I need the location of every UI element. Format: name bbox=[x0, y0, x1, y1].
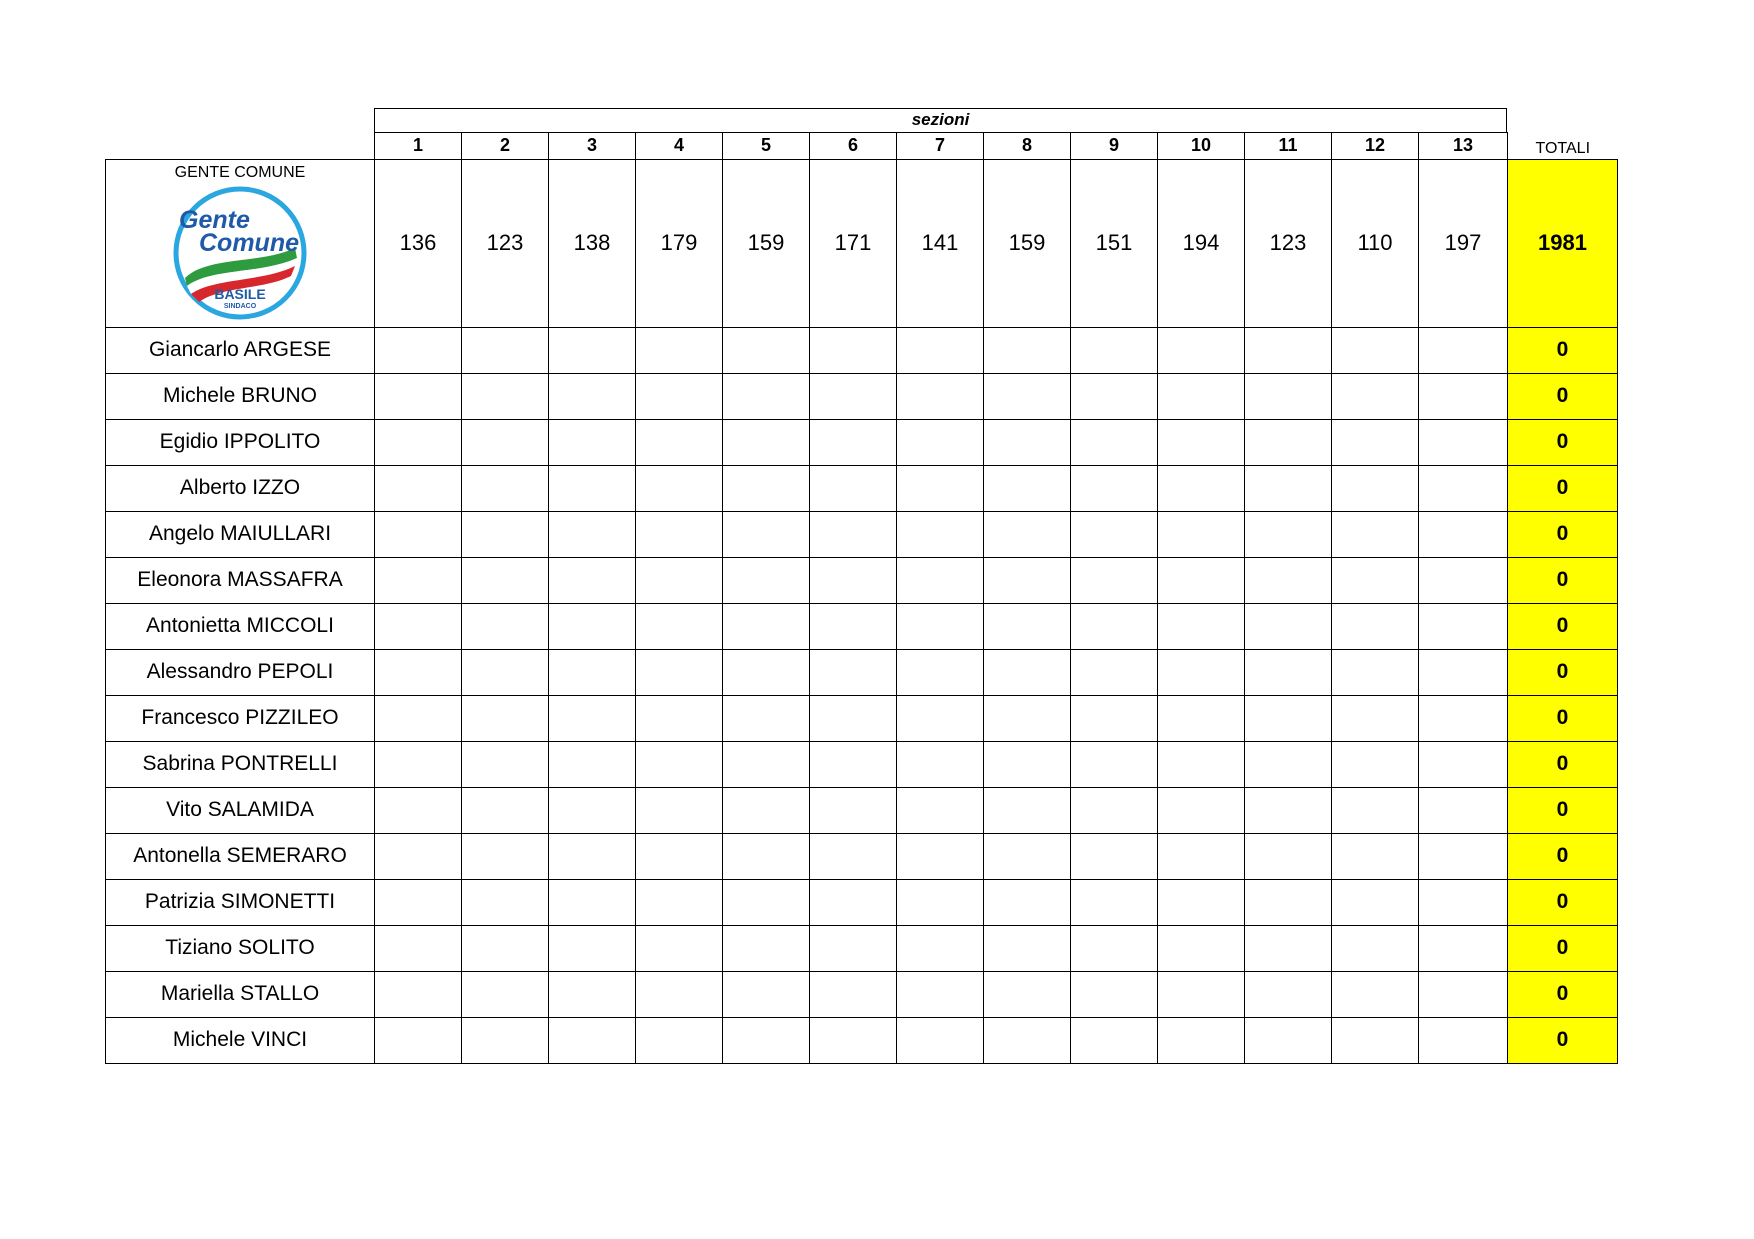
candidate-vote-cell bbox=[1158, 511, 1245, 557]
candidate-vote-cell bbox=[1071, 1017, 1158, 1063]
candidate-vote-cell bbox=[1419, 695, 1508, 741]
candidate-vote-cell bbox=[1245, 695, 1332, 741]
candidate-vote-cell bbox=[897, 373, 984, 419]
candidate-vote-cell bbox=[1332, 511, 1419, 557]
candidate-vote-cell bbox=[462, 925, 549, 971]
candidate-vote-cell bbox=[723, 649, 810, 695]
candidate-total: 0 bbox=[1508, 419, 1618, 465]
candidate-vote-cell bbox=[1419, 557, 1508, 603]
candidate-name: Michele BRUNO bbox=[106, 373, 375, 419]
candidate-vote-cell bbox=[375, 511, 462, 557]
candidate-vote-cell bbox=[1419, 465, 1508, 511]
party-vote: 138 bbox=[549, 159, 636, 327]
candidate-vote-cell bbox=[636, 649, 723, 695]
candidate-vote-cell bbox=[897, 787, 984, 833]
candidate-row bbox=[106, 511, 1618, 557]
candidate-vote-cell bbox=[1158, 1017, 1245, 1063]
candidate-vote-cell bbox=[1158, 879, 1245, 925]
candidate-vote-cell bbox=[1071, 649, 1158, 695]
candidate-vote-cell bbox=[723, 419, 810, 465]
candidate-name: Alessandro PEPOLI bbox=[106, 649, 375, 695]
candidate-vote-cell bbox=[549, 603, 636, 649]
candidate-vote-cell bbox=[1419, 327, 1508, 373]
candidate-vote-cell bbox=[549, 373, 636, 419]
candidate-vote-cell bbox=[810, 787, 897, 833]
candidate-vote-cell bbox=[1419, 419, 1508, 465]
candidate-vote-cell bbox=[1245, 879, 1332, 925]
party-vote: 159 bbox=[984, 159, 1071, 327]
candidate-vote-cell bbox=[549, 695, 636, 741]
candidate-total: 0 bbox=[1508, 741, 1618, 787]
candidate-row bbox=[106, 649, 1618, 695]
candidate-vote-cell bbox=[984, 741, 1071, 787]
candidate-vote-cell bbox=[984, 557, 1071, 603]
totali-label: TOTALI bbox=[1535, 139, 1591, 157]
candidate-vote-cell bbox=[1332, 695, 1419, 741]
candidate-vote-cell bbox=[723, 511, 810, 557]
candidate-vote-cell bbox=[1245, 787, 1332, 833]
candidate-vote-cell bbox=[1158, 419, 1245, 465]
candidate-vote-cell bbox=[1419, 373, 1508, 419]
candidate-row bbox=[106, 557, 1618, 603]
candidate-vote-cell bbox=[1332, 419, 1419, 465]
section-number: 5 bbox=[723, 133, 810, 160]
candidate-vote-cell bbox=[1245, 603, 1332, 649]
candidate-total: 0 bbox=[1508, 603, 1618, 649]
candidate-vote-cell bbox=[1158, 603, 1245, 649]
party-vote: 197 bbox=[1419, 159, 1508, 327]
candidate-name: Giancarlo ARGESE bbox=[106, 327, 375, 373]
section-number: 1 bbox=[375, 133, 462, 160]
candidate-vote-cell bbox=[1158, 373, 1245, 419]
candidate-vote-cell bbox=[810, 603, 897, 649]
candidate-vote-cell bbox=[1332, 971, 1419, 1017]
candidate-vote-cell bbox=[549, 465, 636, 511]
candidate-vote-cell bbox=[1332, 925, 1419, 971]
candidate-vote-cell bbox=[462, 971, 549, 1017]
candidate-vote-cell bbox=[1158, 465, 1245, 511]
candidate-vote-cell bbox=[375, 741, 462, 787]
section-number: 6 bbox=[810, 133, 897, 160]
candidate-vote-cell bbox=[1071, 971, 1158, 1017]
candidate-vote-cell bbox=[549, 511, 636, 557]
candidate-vote-cell bbox=[984, 465, 1071, 511]
candidate-vote-cell bbox=[375, 971, 462, 1017]
candidate-vote-cell bbox=[897, 327, 984, 373]
candidate-vote-cell bbox=[1419, 971, 1508, 1017]
candidate-row bbox=[106, 695, 1618, 741]
candidate-vote-cell bbox=[1071, 833, 1158, 879]
candidate-row bbox=[106, 879, 1618, 925]
candidate-vote-cell bbox=[375, 373, 462, 419]
candidate-vote-cell bbox=[1071, 557, 1158, 603]
candidate-vote-cell bbox=[549, 557, 636, 603]
candidate-vote-cell bbox=[549, 327, 636, 373]
sezioni-header: sezioni bbox=[374, 108, 1507, 132]
candidate-vote-cell bbox=[549, 879, 636, 925]
candidate-vote-cell bbox=[462, 649, 549, 695]
candidate-row bbox=[106, 327, 1618, 373]
candidate-vote-cell bbox=[375, 695, 462, 741]
candidate-row bbox=[106, 833, 1618, 879]
candidate-row bbox=[106, 741, 1618, 787]
candidate-vote-cell bbox=[1071, 327, 1158, 373]
candidate-vote-cell bbox=[375, 649, 462, 695]
party-vote: 194 bbox=[1158, 159, 1245, 327]
candidate-vote-cell bbox=[375, 879, 462, 925]
candidate-vote-cell bbox=[984, 603, 1071, 649]
party-logo-icon bbox=[167, 186, 313, 320]
candidate-vote-cell bbox=[1158, 557, 1245, 603]
candidate-vote-cell bbox=[636, 327, 723, 373]
candidate-vote-cell bbox=[549, 925, 636, 971]
candidate-vote-cell bbox=[810, 695, 897, 741]
candidate-vote-cell bbox=[897, 833, 984, 879]
candidate-vote-cell bbox=[375, 1017, 462, 1063]
candidate-vote-cell bbox=[462, 465, 549, 511]
candidate-row bbox=[106, 971, 1618, 1017]
svg-text:SINDACO: SINDACO bbox=[223, 302, 257, 310]
candidate-vote-cell bbox=[549, 1017, 636, 1063]
candidate-vote-cell bbox=[897, 879, 984, 925]
candidate-vote-cell bbox=[1332, 879, 1419, 925]
candidate-name: Tiziano SOLITO bbox=[106, 925, 375, 971]
candidate-vote-cell bbox=[1071, 695, 1158, 741]
party-vote: 151 bbox=[1071, 159, 1158, 327]
candidate-name: Alberto IZZO bbox=[106, 465, 375, 511]
candidate-row bbox=[106, 925, 1618, 971]
candidate-name: Antonietta MICCOLI bbox=[106, 603, 375, 649]
section-number: 2 bbox=[462, 133, 549, 160]
candidate-vote-cell bbox=[810, 1017, 897, 1063]
candidate-vote-cell bbox=[723, 557, 810, 603]
candidate-vote-cell bbox=[1419, 1017, 1508, 1063]
candidate-vote-cell bbox=[1158, 833, 1245, 879]
candidate-vote-cell bbox=[1245, 971, 1332, 1017]
candidate-vote-cell bbox=[723, 1017, 810, 1063]
candidate-vote-cell bbox=[1332, 557, 1419, 603]
candidate-vote-cell bbox=[723, 465, 810, 511]
candidate-vote-cell bbox=[375, 557, 462, 603]
candidate-vote-cell bbox=[810, 465, 897, 511]
candidate-vote-cell bbox=[1071, 419, 1158, 465]
candidate-vote-cell bbox=[810, 511, 897, 557]
candidate-vote-cell bbox=[1332, 603, 1419, 649]
candidate-vote-cell bbox=[549, 971, 636, 1017]
candidate-row bbox=[106, 419, 1618, 465]
party-vote: 179 bbox=[636, 159, 723, 327]
candidate-vote-cell bbox=[810, 327, 897, 373]
candidate-vote-cell bbox=[636, 925, 723, 971]
candidate-row bbox=[106, 787, 1618, 833]
candidate-vote-cell bbox=[897, 695, 984, 741]
candidate-total: 0 bbox=[1508, 879, 1618, 925]
candidate-vote-cell bbox=[897, 511, 984, 557]
party-vote: 141 bbox=[897, 159, 984, 327]
party-cell bbox=[106, 159, 375, 327]
candidate-vote-cell bbox=[1419, 603, 1508, 649]
candidate-vote-cell bbox=[723, 373, 810, 419]
candidate-vote-cell bbox=[1332, 1017, 1419, 1063]
candidate-row bbox=[106, 1017, 1618, 1063]
candidate-vote-cell bbox=[1245, 557, 1332, 603]
candidate-vote-cell bbox=[636, 603, 723, 649]
candidate-vote-cell bbox=[1332, 465, 1419, 511]
candidate-name: Angelo MAIULLARI bbox=[106, 511, 375, 557]
candidate-total: 0 bbox=[1508, 649, 1618, 695]
candidate-vote-cell bbox=[1332, 373, 1419, 419]
section-number: 4 bbox=[636, 133, 723, 160]
candidate-vote-cell bbox=[897, 1017, 984, 1063]
candidate-row bbox=[106, 373, 1618, 419]
candidate-vote-cell bbox=[462, 327, 549, 373]
candidate-vote-cell bbox=[375, 465, 462, 511]
candidate-vote-cell bbox=[723, 833, 810, 879]
candidate-vote-cell bbox=[462, 511, 549, 557]
candidate-total: 0 bbox=[1508, 695, 1618, 741]
candidate-vote-cell bbox=[636, 695, 723, 741]
candidate-vote-cell bbox=[723, 879, 810, 925]
candidate-vote-cell bbox=[636, 1017, 723, 1063]
candidate-total: 0 bbox=[1508, 971, 1618, 1017]
candidate-vote-cell bbox=[984, 879, 1071, 925]
candidate-vote-cell bbox=[1071, 373, 1158, 419]
candidate-vote-cell bbox=[1071, 465, 1158, 511]
candidate-vote-cell bbox=[723, 925, 810, 971]
candidate-vote-cell bbox=[810, 971, 897, 1017]
candidate-total: 0 bbox=[1508, 925, 1618, 971]
candidate-vote-cell bbox=[1419, 649, 1508, 695]
candidate-vote-cell bbox=[1245, 465, 1332, 511]
candidate-vote-cell bbox=[462, 419, 549, 465]
candidate-vote-cell bbox=[462, 373, 549, 419]
candidate-name: Antonella SEMERARO bbox=[106, 833, 375, 879]
candidate-vote-cell bbox=[984, 787, 1071, 833]
candidate-vote-cell bbox=[1245, 511, 1332, 557]
candidate-vote-cell bbox=[462, 695, 549, 741]
candidate-vote-cell bbox=[723, 327, 810, 373]
candidate-vote-cell bbox=[810, 741, 897, 787]
svg-text:BASILE: BASILE bbox=[214, 285, 266, 302]
candidate-vote-cell bbox=[1158, 971, 1245, 1017]
svg-text:Comune: Comune bbox=[199, 228, 299, 257]
candidate-vote-cell bbox=[636, 787, 723, 833]
candidate-vote-cell bbox=[810, 833, 897, 879]
candidate-name: Egidio IPPOLITO bbox=[106, 419, 375, 465]
candidate-vote-cell bbox=[810, 925, 897, 971]
candidate-vote-cell bbox=[1158, 925, 1245, 971]
candidate-name: Michele VINCI bbox=[106, 1017, 375, 1063]
candidate-vote-cell bbox=[1071, 511, 1158, 557]
candidate-vote-cell bbox=[462, 879, 549, 925]
candidate-vote-cell bbox=[1419, 833, 1508, 879]
candidate-vote-cell bbox=[897, 465, 984, 511]
candidate-vote-cell bbox=[1158, 787, 1245, 833]
candidate-vote-cell bbox=[984, 1017, 1071, 1063]
section-number: 8 bbox=[984, 133, 1071, 160]
candidate-vote-cell bbox=[636, 833, 723, 879]
candidate-vote-cell bbox=[984, 511, 1071, 557]
candidate-vote-cell bbox=[1245, 373, 1332, 419]
candidate-vote-cell bbox=[1332, 327, 1419, 373]
candidate-vote-cell bbox=[1419, 511, 1508, 557]
candidate-vote-cell bbox=[636, 971, 723, 1017]
candidate-vote-cell bbox=[897, 649, 984, 695]
section-number: 10 bbox=[1158, 133, 1245, 160]
candidate-vote-cell bbox=[1332, 741, 1419, 787]
candidate-vote-cell bbox=[1071, 741, 1158, 787]
candidate-vote-cell bbox=[810, 557, 897, 603]
candidate-vote-cell bbox=[1158, 649, 1245, 695]
candidate-total: 0 bbox=[1508, 1017, 1618, 1063]
candidate-vote-cell bbox=[897, 557, 984, 603]
candidate-vote-cell bbox=[897, 603, 984, 649]
candidate-vote-cell bbox=[1245, 833, 1332, 879]
candidate-vote-cell bbox=[1332, 787, 1419, 833]
candidate-total: 0 bbox=[1508, 833, 1618, 879]
candidate-vote-cell bbox=[984, 695, 1071, 741]
party-total: 1981 bbox=[1508, 159, 1618, 327]
candidate-vote-cell bbox=[375, 603, 462, 649]
candidate-vote-cell bbox=[462, 787, 549, 833]
candidate-vote-cell bbox=[1071, 787, 1158, 833]
candidate-vote-cell bbox=[1245, 925, 1332, 971]
section-number: 12 bbox=[1332, 133, 1419, 160]
candidate-name: Patrizia SIMONETTI bbox=[106, 879, 375, 925]
candidate-vote-cell bbox=[723, 787, 810, 833]
candidate-name: Francesco PIZZILEO bbox=[106, 695, 375, 741]
section-number: 3 bbox=[549, 133, 636, 160]
party-row bbox=[106, 159, 1618, 327]
candidate-name: Eleonora MASSAFRA bbox=[106, 557, 375, 603]
candidate-vote-cell bbox=[1419, 879, 1508, 925]
candidate-vote-cell bbox=[810, 373, 897, 419]
candidate-vote-cell bbox=[636, 557, 723, 603]
candidate-vote-cell bbox=[375, 327, 462, 373]
candidate-vote-cell bbox=[549, 741, 636, 787]
candidate-vote-cell bbox=[462, 1017, 549, 1063]
party-vote: 123 bbox=[1245, 159, 1332, 327]
candidate-name: Vito SALAMIDA bbox=[106, 787, 375, 833]
candidate-vote-cell bbox=[1245, 1017, 1332, 1063]
vote-table bbox=[105, 132, 1618, 1064]
candidate-vote-cell bbox=[1158, 741, 1245, 787]
section-number-row bbox=[106, 133, 1618, 160]
candidate-vote-cell bbox=[1245, 419, 1332, 465]
candidate-vote-cell bbox=[375, 419, 462, 465]
candidate-vote-cell bbox=[549, 419, 636, 465]
section-number: 11 bbox=[1245, 133, 1332, 160]
section-number: 7 bbox=[897, 133, 984, 160]
candidate-vote-cell bbox=[897, 741, 984, 787]
section-number: 13 bbox=[1419, 133, 1508, 160]
candidate-vote-cell bbox=[897, 419, 984, 465]
section-number: 9 bbox=[1071, 133, 1158, 160]
candidate-vote-cell bbox=[462, 833, 549, 879]
candidate-total: 0 bbox=[1508, 511, 1618, 557]
party-vote: 110 bbox=[1332, 159, 1419, 327]
candidate-vote-cell bbox=[723, 971, 810, 1017]
candidate-vote-cell bbox=[984, 373, 1071, 419]
candidate-vote-cell bbox=[810, 649, 897, 695]
party-name: GENTE COMUNE bbox=[174, 163, 306, 181]
candidate-vote-cell bbox=[723, 603, 810, 649]
candidate-vote-cell bbox=[462, 603, 549, 649]
candidate-vote-cell bbox=[723, 695, 810, 741]
party-vote: 159 bbox=[723, 159, 810, 327]
candidate-vote-cell bbox=[549, 787, 636, 833]
candidate-vote-cell bbox=[375, 925, 462, 971]
candidate-total: 0 bbox=[1508, 787, 1618, 833]
candidate-vote-cell bbox=[636, 879, 723, 925]
candidate-vote-cell bbox=[1071, 879, 1158, 925]
candidate-name: Sabrina PONTRELLI bbox=[106, 741, 375, 787]
candidate-vote-cell bbox=[1332, 649, 1419, 695]
candidate-row bbox=[106, 603, 1618, 649]
svg-text:Gente: Gente bbox=[179, 205, 250, 234]
candidate-name: Mariella STALLO bbox=[106, 971, 375, 1017]
candidate-vote-cell bbox=[1419, 925, 1508, 971]
candidate-vote-cell bbox=[897, 925, 984, 971]
candidate-vote-cell bbox=[636, 373, 723, 419]
candidate-vote-cell bbox=[549, 833, 636, 879]
party-vote: 136 bbox=[375, 159, 462, 327]
candidate-vote-cell bbox=[1332, 833, 1419, 879]
candidate-row bbox=[106, 465, 1618, 511]
candidate-vote-cell bbox=[636, 419, 723, 465]
candidate-vote-cell bbox=[984, 971, 1071, 1017]
candidate-vote-cell bbox=[1071, 925, 1158, 971]
candidate-vote-cell bbox=[1071, 603, 1158, 649]
candidate-vote-cell bbox=[636, 511, 723, 557]
party-vote: 123 bbox=[462, 159, 549, 327]
party-vote: 171 bbox=[810, 159, 897, 327]
candidate-total: 0 bbox=[1508, 327, 1618, 373]
candidate-vote-cell bbox=[810, 879, 897, 925]
candidate-vote-cell bbox=[375, 787, 462, 833]
candidate-vote-cell bbox=[462, 557, 549, 603]
candidate-vote-cell bbox=[549, 649, 636, 695]
candidate-total: 0 bbox=[1508, 465, 1618, 511]
candidate-vote-cell bbox=[984, 833, 1071, 879]
candidate-vote-cell bbox=[1419, 741, 1508, 787]
candidate-vote-cell bbox=[1419, 787, 1508, 833]
candidate-total: 0 bbox=[1508, 373, 1618, 419]
blank-cell bbox=[106, 133, 375, 160]
candidate-vote-cell bbox=[984, 649, 1071, 695]
candidate-vote-cell bbox=[984, 419, 1071, 465]
candidate-vote-cell bbox=[723, 741, 810, 787]
candidate-vote-cell bbox=[636, 465, 723, 511]
candidate-vote-cell bbox=[984, 327, 1071, 373]
candidate-total: 0 bbox=[1508, 557, 1618, 603]
candidate-vote-cell bbox=[462, 741, 549, 787]
candidate-vote-cell bbox=[636, 741, 723, 787]
candidate-vote-cell bbox=[984, 925, 1071, 971]
candidate-vote-cell bbox=[1245, 649, 1332, 695]
candidate-vote-cell bbox=[1245, 741, 1332, 787]
candidate-vote-cell bbox=[1158, 327, 1245, 373]
candidate-vote-cell bbox=[897, 971, 984, 1017]
candidate-vote-cell bbox=[810, 419, 897, 465]
candidate-vote-cell bbox=[1245, 327, 1332, 373]
candidate-vote-cell bbox=[1158, 695, 1245, 741]
candidate-vote-cell bbox=[375, 833, 462, 879]
